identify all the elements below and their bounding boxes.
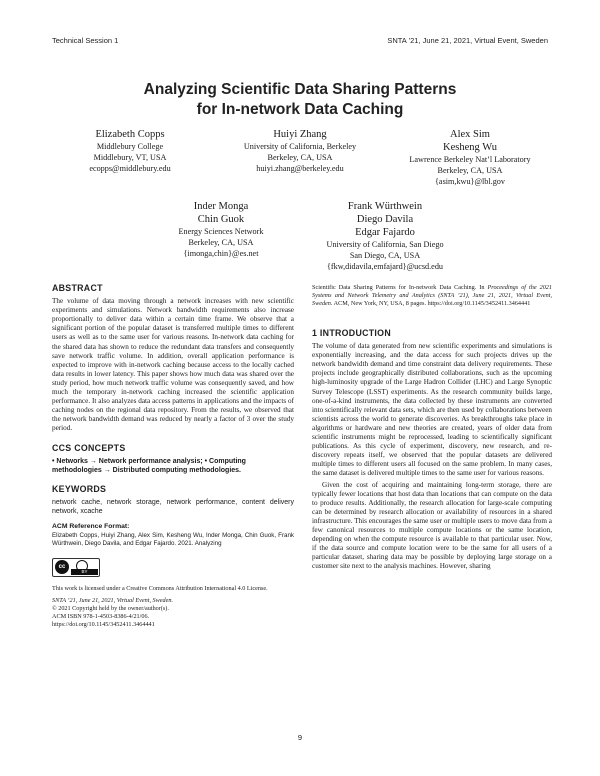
author-block-wurthwein-davila-fajardo [305,200,465,272]
title-line-2: for In-network Data Caching [196,101,404,118]
citation-proceedings: Proceedings of the 2021 Systems and Network Telemetry and Analytics (SNTA ’21), June 21, 2021, Virtual Event, Sweden. [312,284,552,307]
author-location: San Diego, CA, USA [349,251,421,260]
author-block-sim-wu [386,128,554,187]
running-header-right: SNTA ’21, June 21, 2021, Virtual Event, Sweden [387,36,548,45]
ccs-heading: CCS CONCEPTS [52,442,126,453]
isbn-line: ACM ISBN 978-1-4503-8386-4/21/06. [52,612,150,620]
license-text: This work is licensed under a Creative Commons Attribution International 4.0 License. [52,584,268,592]
right-column [312,284,552,571]
author-name: Huiyi Zhang [273,129,327,140]
citation-tail[interactable]: ACM, New York, NY, USA, 8 pages. https://doi.org/10.1145/3452411.3464441 [332,300,531,307]
author-email[interactable]: ecopps@middlebury.edu [89,164,171,173]
author-affiliation: Middlebury College [96,142,164,151]
author-name: Alex Sim [450,129,490,140]
author-location: Berkeley, CA, USA [437,166,503,175]
citation-plain: Scientific Data Sharing Patterns for In-network Data Caching. In [312,284,488,291]
author-name: Frank Würthwein [347,201,423,212]
venue-line: SNTA ’21, June 21, 2021, Virtual Event, Sweden. [52,596,173,604]
author-block-copps [55,128,205,174]
copyright-line: © 2021 Copyright held by the owner/author(s). [52,604,169,612]
author-location: Berkeley, CA, USA [188,238,254,247]
acm-reference-text: Elizabeth Copps, Huiyi Zhang, Alex Sim, Kesheng Wu, Inder Monga, Chin Guok, Frank Würthwein, Diego Davila, and Edgar Fajardo. 2021. Analyzing [52,531,294,547]
author-block-zhang [222,128,378,174]
author-affiliation: Energy Sciences Network [178,227,264,236]
author-name: Chin Guok [197,214,245,225]
introduction-heading: 1 INTRODUCTION [312,328,391,338]
abstract-heading: ABSTRACT [52,283,103,293]
cc-logo-mark: cc [55,560,69,574]
citation-continued [312,284,552,308]
author-affiliation: University of California, Berkeley [243,142,357,151]
author-affiliation: Lawrence Berkeley Nat’l Laboratory [409,155,531,164]
cc-by-label: BY [71,569,98,575]
doi-link[interactable]: https://doi.org/10.1145/3452411.3464441 [52,620,155,628]
author-email[interactable]: {asim,kwu}@lbl.gov [435,177,505,186]
left-column [52,284,294,629]
author-name: Kesheng Wu [443,142,497,153]
running-header-left: Technical Session 1 [52,36,119,45]
author-name: Inder Monga [193,201,249,212]
author-location: Middlebury, VT, USA [93,153,167,162]
author-email[interactable]: {fkw,didavila,emfajard}@ucsd.edu [326,262,444,271]
author-block-monga-guok [145,200,297,259]
abstract-text: The volume of data moving through a network increases with new scientific experiments and simulations. Network bandwidth requirements also increase proportionally to deliver data within a certain time frame. We observe that a significant portion of the popular dataset is transferred multiple times to different users as well as to the same user for various reasons. In-network data caching for the shared data has shown to reduce the redundant data transfers and consequently save network traffic volume. In addition, overall application performance is expected to improve with in-network caching because access to the locally cached data results in lower latency. This paper shows how much data was shared over the study period, how much network traffic volume was consequently saved, and how much the temporary in-network caching increased the scientific application performance. It also analyzes data access patterns in applications and the impacts of caching nodes on the regional data repository. From the results, we observed that the network bandwidth demand was reduced by nearly a factor of 3 over the study period. [52,297,294,433]
author-email[interactable]: huiyi.zhang@berkeley.edu [256,164,344,173]
author-name: Edgar Fajardo [355,227,415,238]
intro-paragraph-2: Given the cost of acquiring and maintaining long-term storage, there are typically fewer locations that host data than locations that can compute on the data to produce results. Additionally, the research allocation for large-scale computing can be determined by research allocation or availability of resources in a shared infrastructure. This encourages the same user or multiple users to move data from a few canonical resources to multiple compute locations or the same location, depending on when the compute resource is available to that particular user. Now, if the data source and compute location were to be the same for all users of a particular dataset, sharing data may be possible by deploying large storage on a customer site next to the analysis machines. However, sharing [312,480,552,571]
acm-reference-heading: ACM Reference Format: [52,522,130,530]
author-affiliation: University of California, San Diego [326,240,444,249]
author-name: Diego Davila [356,214,414,225]
keywords-heading: KEYWORDS [52,484,107,495]
author-name: Elizabeth Copps [95,129,165,140]
page-number: 9 [297,733,303,742]
cc-by-icon [52,558,100,577]
title-line-1: Analyzing Scientific Data Sharing Patterns [143,81,457,98]
keywords-text: network cache, network storage, network performance, content delivery network, xcache [52,499,294,516]
intro-paragraph-1: The volume of data generated from new scientific experiments and simulations is exponentially increasing, and the data access for such projects drives up the network bandwidth demand and time constraint data delivery requirements. These projects include geographically distributed collaborations, such as the upcoming high-luminosity upgrade of the Large Hadron Collider (LHC) and Large Synoptic Survey Telescope (LSST) experiments. As the research community builds large, one-of-a-kind instruments, the data collected by these instruments are converted into scientifically relevant data sets, which are then used by collaborations between scientists across the world to generate discoveries. As breakthroughs take place in algorithms or hardware and new theories are created, years of older data from scientific instruments might be reprocessed, leading to scientifically significant publications. As this cycle of experiment, discovery, new research, and re-discovery repeats itself, we observed that the popular datasets are delivered multiple times to different users all focused on the same problem. In many cases, the same dataset is delivered multiple times to the same user for various reasons. [312,342,552,478]
paper-title [0,80,600,120]
ccs-concepts-text: • Networks → Network performance analysis; • Computing methodologies → Distributed computing methodologies. [52,457,246,474]
copyright-block [52,597,294,629]
cc-license-badge[interactable] [52,558,294,580]
author-email[interactable]: {imonga,chin}@es.net [183,249,259,258]
author-location: Berkeley, CA, USA [267,153,333,162]
